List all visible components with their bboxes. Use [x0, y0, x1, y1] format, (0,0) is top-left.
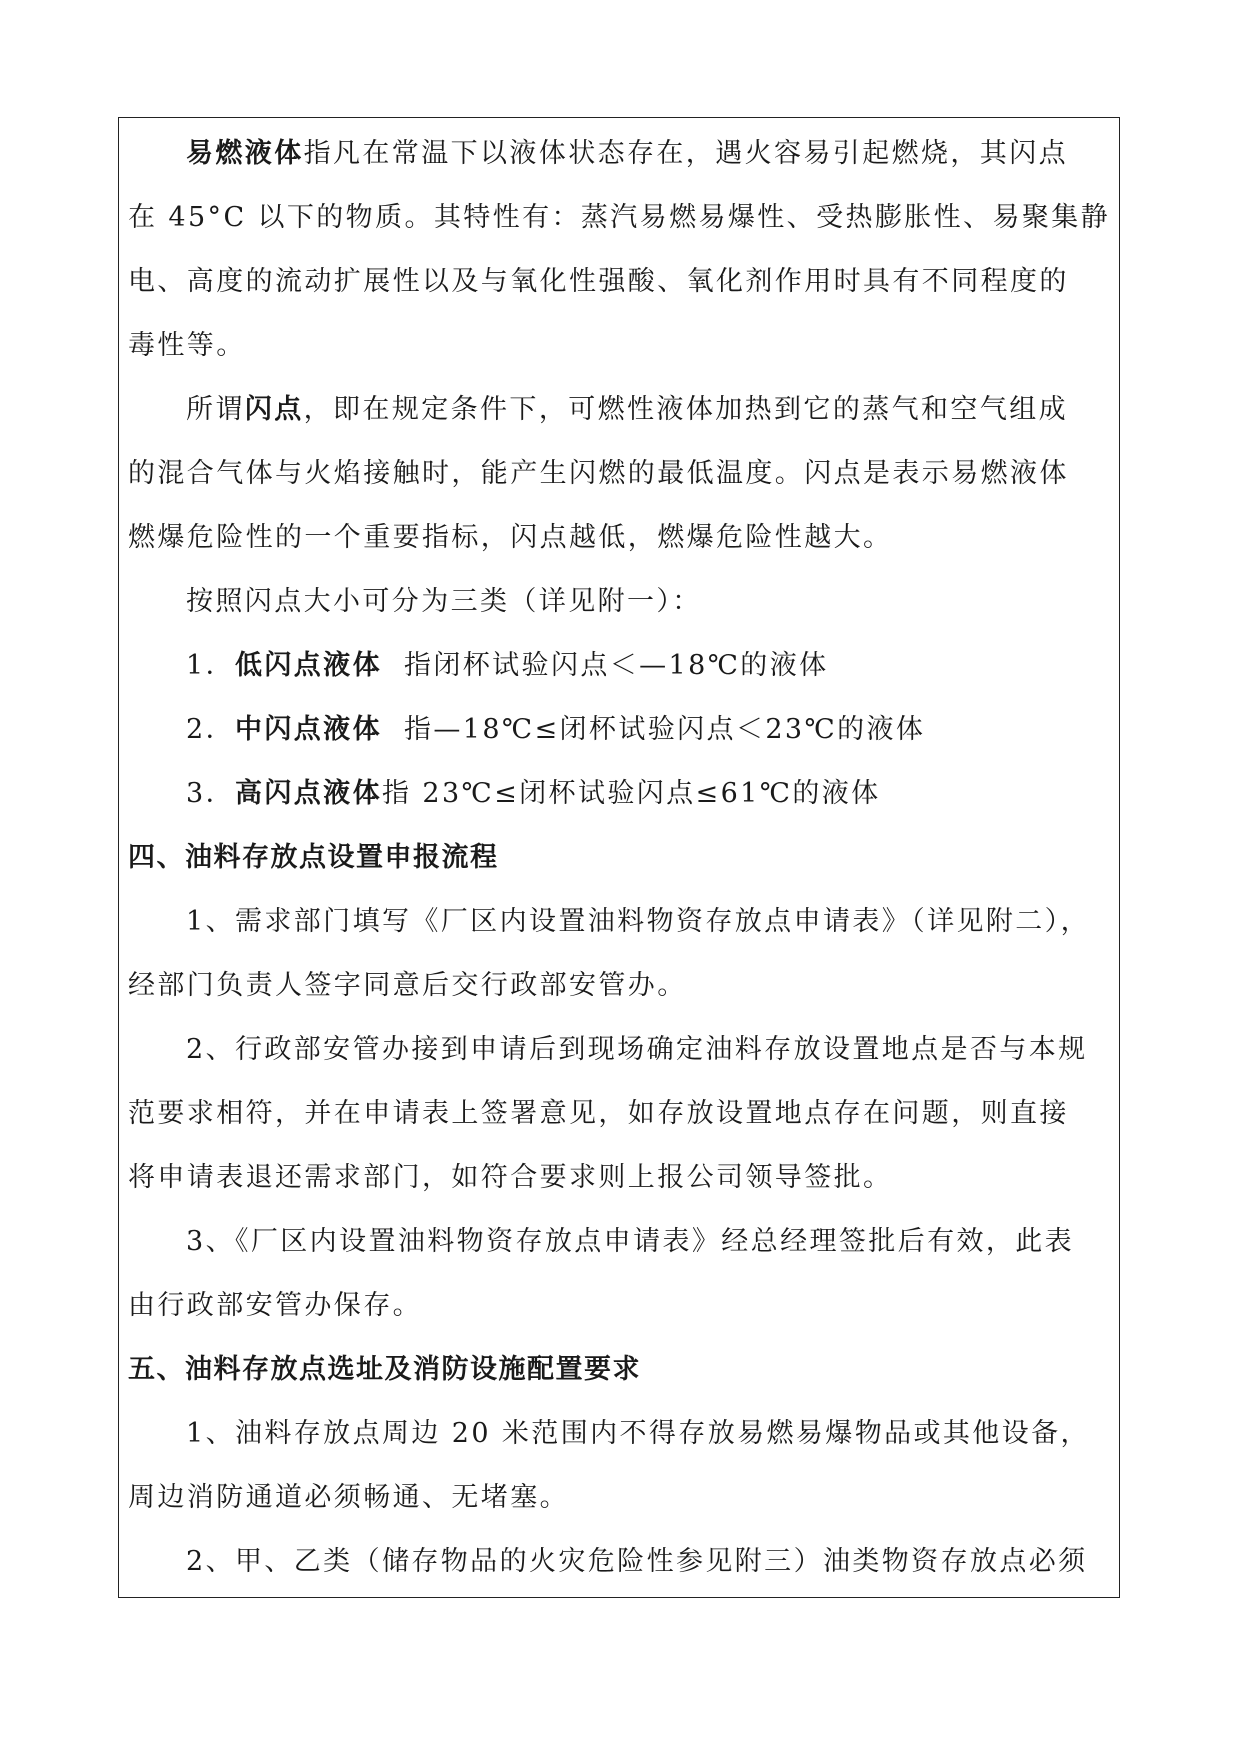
section-4-p1-line-2: 经部门负责人签字同意后交行政部安管办。 — [128, 970, 687, 1001]
term-flash-point: 闪点 — [244, 394, 304, 425]
section-4-p2-line-3: 将申请表退还需求部门，如符合要求则上报公司领导签批。 — [128, 1162, 893, 1193]
section-5-p1-line-2: 周边消防通道必须畅通、无堵塞。 — [128, 1482, 569, 1513]
section-4-p2-line-1: 2、行政部安管办接到申请后到现场确定油料存放设置地点是否与本规 — [186, 1034, 1088, 1065]
section-5-p2-line-1: 2、甲、乙类（储存物品的火灾危险性参见附三）油类物资存放点必须 — [186, 1546, 1088, 1577]
item-number: 1． — [186, 650, 235, 681]
section-5-heading: 五、油料存放点选址及消防设施配置要求 — [128, 1354, 641, 1385]
section-5-p1-line-1: 1、油料存放点周边 20 米范围内不得存放易燃易爆物品或其他设备， — [186, 1418, 1090, 1449]
section-4-p1-line-1: 1、需求部门填写《厂区内设置油料物资存放点申请表》（详见附二）， — [186, 906, 1090, 937]
section-4-p3-line-1: 3、《厂区内设置油料物资存放点申请表》经总经理签批后有效，此表 — [186, 1226, 1075, 1257]
classification-item-low — [128, 634, 1118, 698]
section-4-p3-line-2: 由行政部安管办保存。 — [128, 1290, 422, 1321]
item-number: 2． — [186, 714, 235, 745]
term-mid-flash-liquid: 中闪点液体 — [234, 714, 382, 745]
document-body — [128, 122, 1118, 1594]
term-high-flash-liquid: 高闪点液体 — [234, 778, 382, 809]
flammable-liquid-line-1 — [128, 122, 1118, 186]
item-description: 指闭杯试验闪点＜—18℃的液体 — [381, 650, 829, 681]
classification-item-mid — [128, 698, 1118, 762]
flash-point-line-2: 的混合气体与火焰接触时，能产生闪燃的最低温度。闪点是表示易燃液体 — [128, 458, 1069, 489]
flash-point-prefix: 所谓 — [186, 394, 245, 425]
item-description: 指 23℃≤闭杯试验闪点≤61℃的液体 — [381, 778, 881, 809]
flammable-liquid-text: 指凡在常温下以液体状态存在，遇火容易引起燃烧，其闪点 — [303, 138, 1069, 169]
term-flammable-liquid: 易燃液体 — [186, 138, 304, 169]
flash-point-text: ，即在规定条件下，可燃性液体加热到它的蒸气和空气组成 — [303, 394, 1069, 425]
item-number: 3． — [186, 778, 235, 809]
classification-intro: 按照闪点大小可分为三类（详见附一）： — [186, 586, 702, 617]
item-description: 指—18℃≤闭杯试验闪点＜23℃的液体 — [381, 714, 926, 745]
flammable-liquid-line-3: 电、高度的流动扩展性以及与氧化性强酸、氧化剂作用时具有不同程度的 — [128, 266, 1069, 297]
section-4-p2-line-2: 范要求相符，并在申请表上签署意见，如存放设置地点存在问题，则直接 — [128, 1098, 1069, 1129]
flash-point-line-1 — [128, 378, 1118, 442]
flammable-liquid-line-4: 毒性等。 — [128, 330, 246, 361]
classification-item-high — [128, 762, 1118, 826]
term-low-flash-liquid: 低闪点液体 — [234, 650, 382, 681]
flash-point-line-3: 燃爆危险性的一个重要指标，闪点越低，燃爆危险性越大。 — [128, 522, 893, 553]
section-4-heading: 四、油料存放点设置申报流程 — [128, 842, 499, 873]
flammable-liquid-line-2: 在 45°C 以下的物质。其特性有：蒸汽易燃易爆性、受热膨胀性、易聚集静 — [128, 202, 1111, 233]
